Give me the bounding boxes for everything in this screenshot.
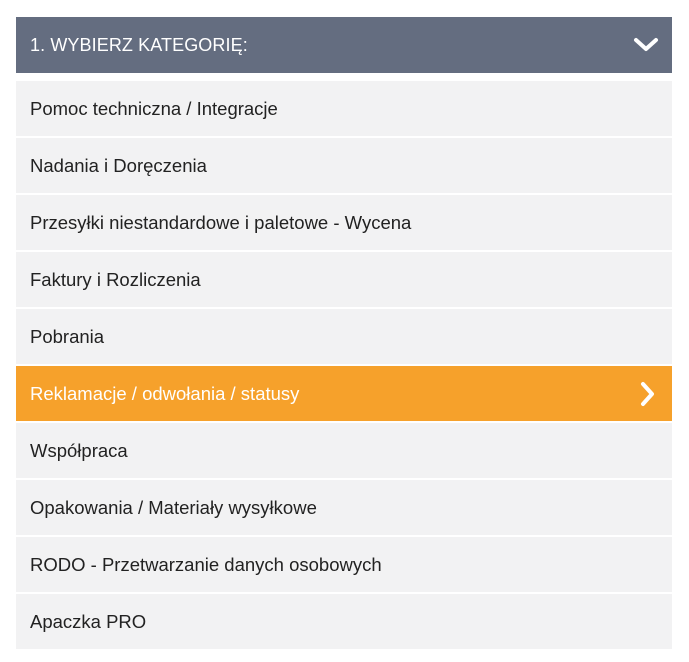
category-list: [16, 81, 672, 649]
category-item-label: Przesyłki niestandardowe i paletowe - Wycena: [30, 211, 412, 233]
category-item-label: Reklamacje / odwołania / statusy: [30, 382, 300, 404]
category-item[interactable]: [16, 138, 672, 193]
category-item[interactable]: [16, 480, 672, 535]
category-item-label: Pobrania: [30, 325, 105, 347]
category-item[interactable]: [16, 81, 672, 136]
category-panel: [16, 17, 672, 651]
category-header[interactable]: [16, 17, 672, 73]
category-header-title: 1. WYBIERZ KATEGORIĘ:: [30, 34, 248, 55]
chevron-right-icon: [636, 380, 660, 408]
category-item[interactable]: [16, 195, 672, 250]
category-item[interactable]: [16, 537, 672, 592]
category-item-label: Apaczka PRO: [30, 610, 147, 632]
category-item-label: Nadania i Doręczenia: [30, 154, 207, 176]
category-item-selected[interactable]: [16, 366, 672, 421]
category-item[interactable]: [16, 309, 672, 364]
chevron-down-icon[interactable]: [632, 31, 660, 59]
category-item-label: Faktury i Rozliczenia: [30, 268, 201, 290]
category-item[interactable]: [16, 594, 672, 649]
category-item[interactable]: [16, 252, 672, 307]
category-item-label: Pomoc techniczna / Integracje: [30, 97, 278, 119]
category-item-label: Współpraca: [30, 439, 128, 461]
category-item[interactable]: [16, 423, 672, 478]
category-item-label: Opakowania / Materiały wysyłkowe: [30, 496, 317, 518]
category-item-label: RODO - Przetwarzanie danych osobowych: [30, 553, 382, 575]
